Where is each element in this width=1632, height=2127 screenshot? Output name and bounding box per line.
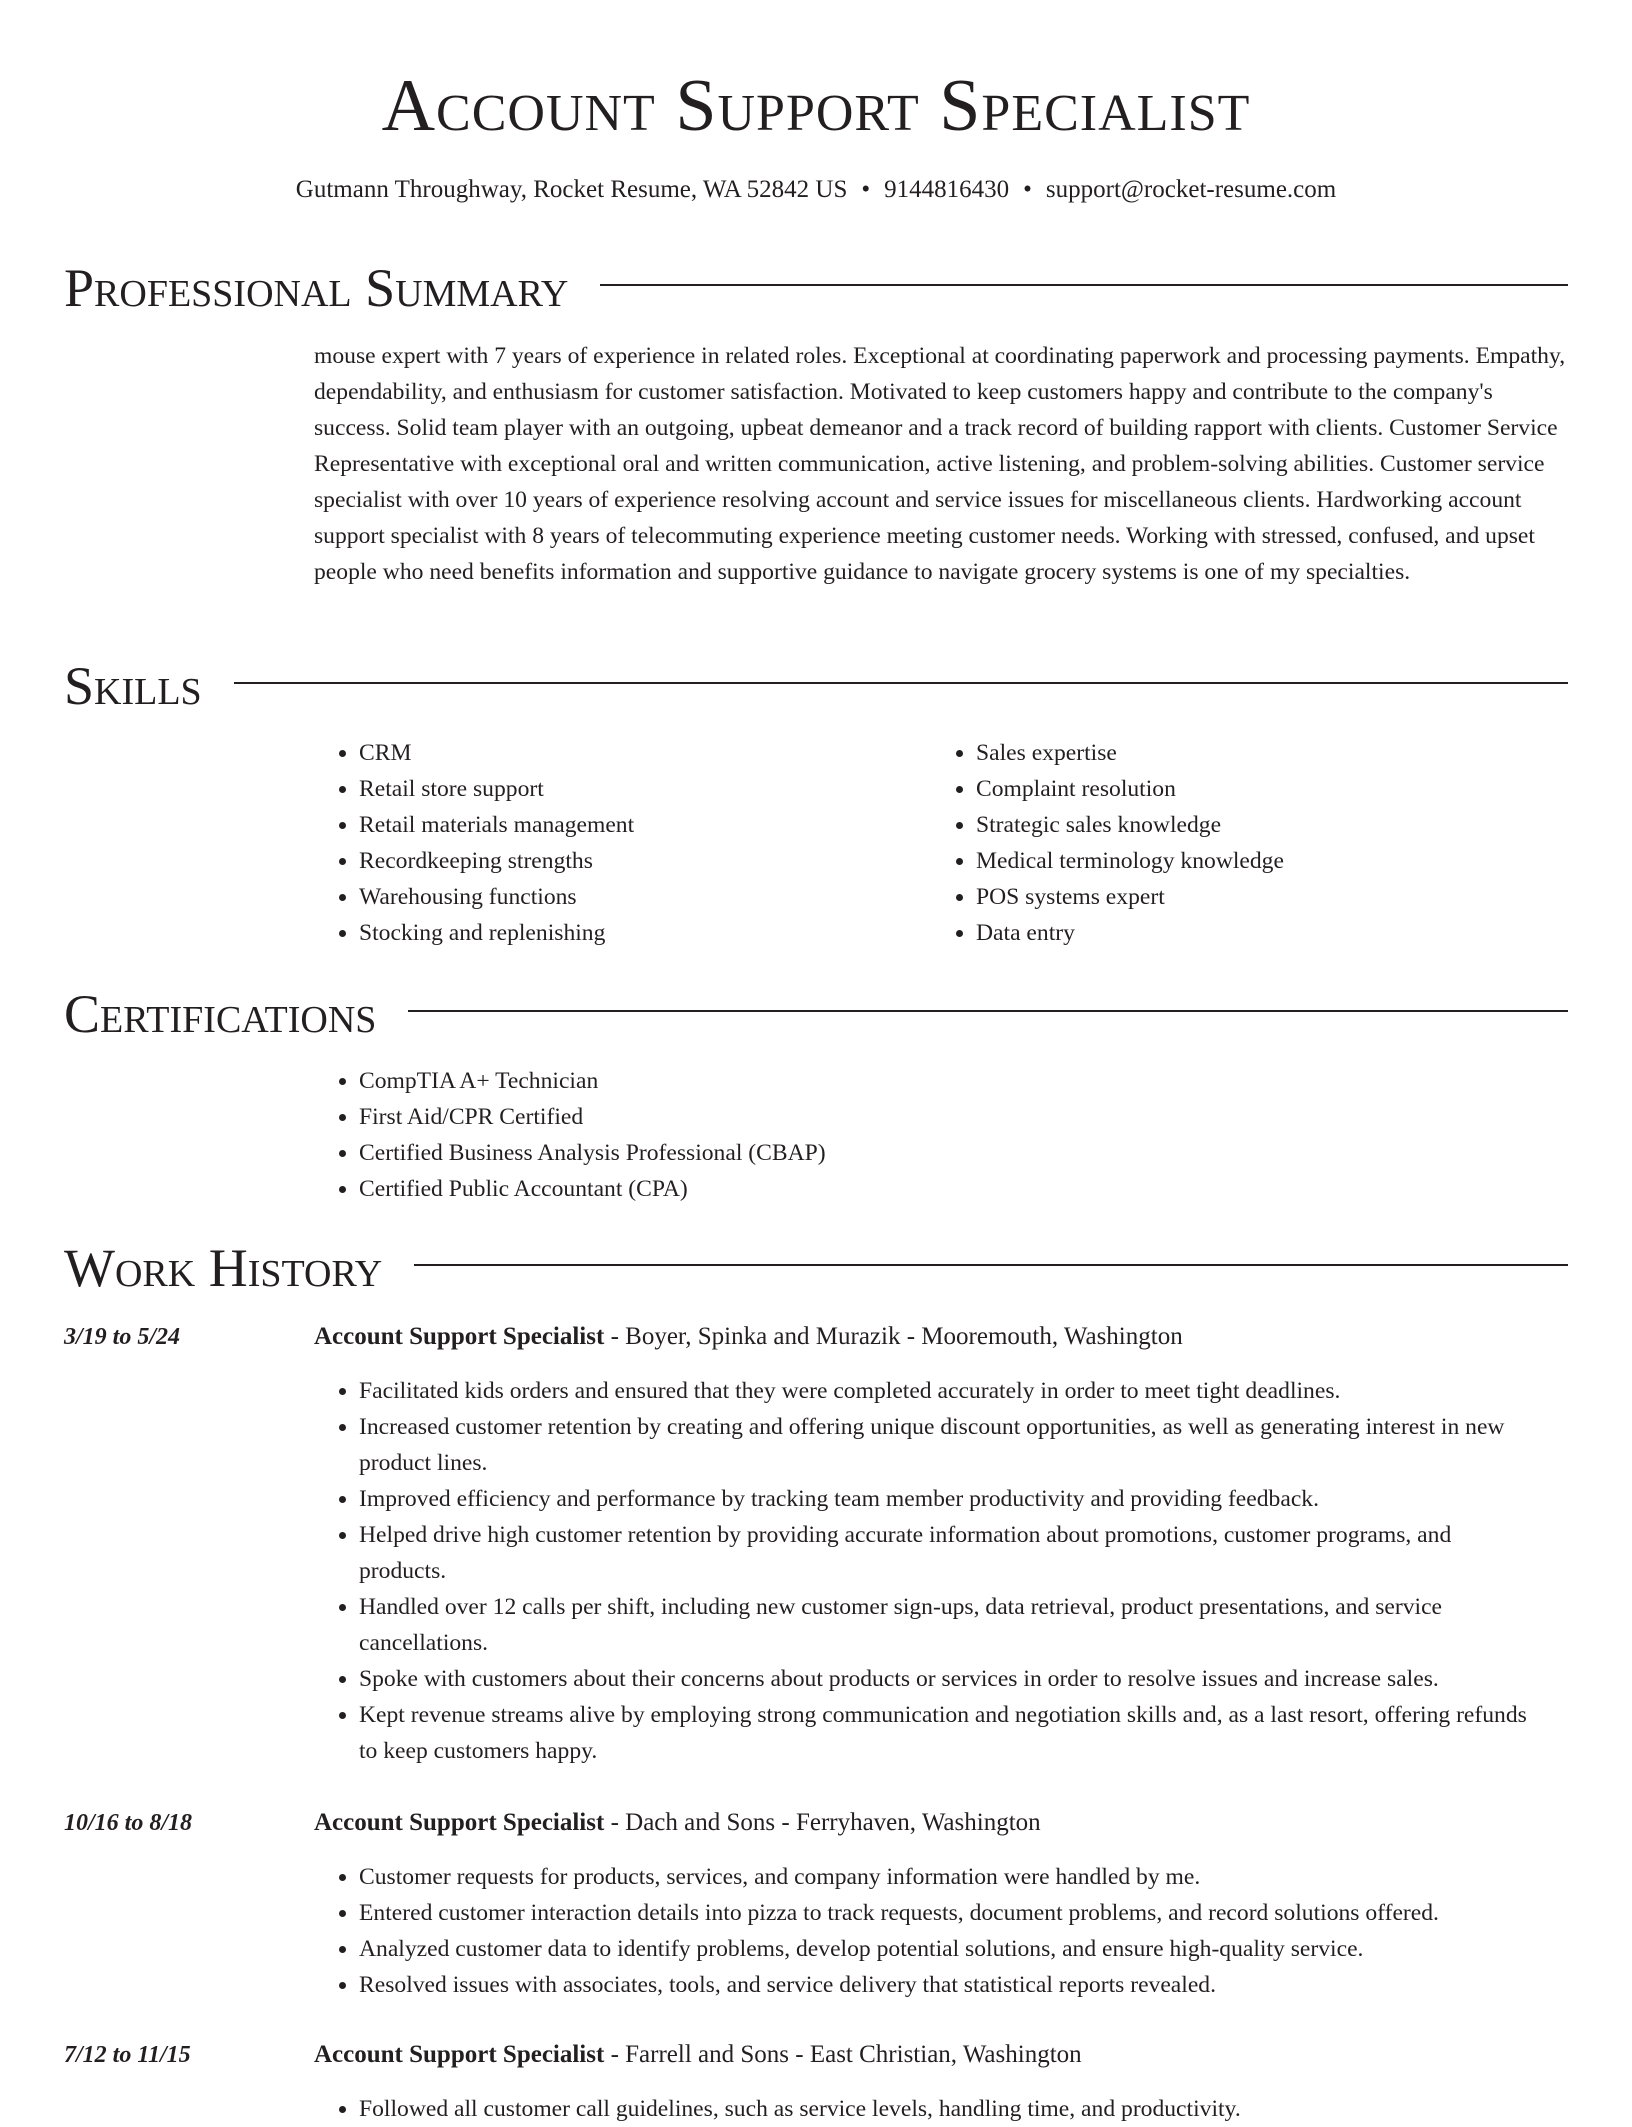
certification-item: • First Aid/CPR Certified bbox=[359, 1099, 1568, 1135]
certifications-list bbox=[314, 1063, 1568, 1207]
job-bullet: • Handled over 12 calls per shift, including new customer sign-ups, data retrieval, product presentations, and service cancellations. bbox=[359, 1589, 1544, 1661]
skill-item: • POS systems expert bbox=[976, 879, 1568, 915]
contact-phone: 9144816430 bbox=[884, 176, 1010, 203]
skill-item: • Retail materials management bbox=[359, 807, 914, 843]
job-company-location: - Boyer, Spinka and Murazik - Mooremouth, Washington bbox=[604, 1323, 1183, 1350]
skills-column-right bbox=[931, 735, 1568, 951]
skill-item: • Medical terminology knowledge bbox=[976, 843, 1568, 879]
contact-address: Gutmann Throughway, Rocket Resume, WA 52842 US bbox=[295, 176, 848, 203]
job-bullet: • Resolved issues with associates, tools, and service delivery that statistical reports revealed. bbox=[359, 1967, 1544, 2003]
section-header-skills bbox=[64, 654, 1568, 718]
skill-item: • Warehousing functions bbox=[359, 879, 914, 915]
skill-item: • Recordkeeping strengths bbox=[359, 843, 914, 879]
section-divider bbox=[408, 1010, 1568, 1012]
section-title-summary: Professional Summary bbox=[64, 258, 569, 318]
job-dates: 7/12 to 11/15 bbox=[64, 2042, 191, 2068]
job-bullet: • Entered customer interaction details into pizza to track requests, document problems, and record solutions offered. bbox=[359, 1895, 1544, 1931]
section-title-certifications: Certifications bbox=[64, 984, 377, 1044]
skills-column-left bbox=[314, 735, 914, 951]
job-bullet: • Facilitated kids orders and ensured that they were completed accurately in order to meet tight deadlines. bbox=[359, 1373, 1544, 1409]
job-company-location: - Farrell and Sons - East Christian, Washington bbox=[604, 2041, 1082, 2068]
skill-item: • CRM bbox=[359, 735, 914, 771]
skill-item: • Stocking and replenishing bbox=[359, 915, 914, 951]
section-divider bbox=[234, 682, 1568, 684]
skill-item: • Retail store support bbox=[359, 771, 914, 807]
contact-separator: • bbox=[861, 176, 871, 203]
job-dates: 3/19 to 5/24 bbox=[64, 1324, 181, 1350]
skill-item: • Sales expertise bbox=[976, 735, 1568, 771]
section-divider bbox=[414, 1264, 1568, 1266]
job-dates: 10/16 to 8/18 bbox=[64, 1810, 193, 1836]
job-bullets bbox=[314, 1373, 1568, 1769]
resume-title: Account Support Specialist bbox=[381, 65, 1251, 147]
section-title-work-history: Work History bbox=[64, 1238, 383, 1298]
job-title: Account Support Specialist bbox=[314, 2041, 605, 2068]
job-title-line bbox=[314, 1805, 1568, 1841]
job-title-line bbox=[314, 2037, 1568, 2073]
job-bullet: • Customer requests for products, services, and company information were handled by me. bbox=[359, 1859, 1544, 1895]
section-divider bbox=[600, 284, 1568, 286]
job-bullet: • Helped drive high customer retention by providing accurate information about promotions, customer programs, and products. bbox=[359, 1517, 1544, 1589]
job-bullet: • Analyzed customer data to identify problems, develop potential solutions, and ensure high-quality service. bbox=[359, 1931, 1544, 1967]
job-bullet: • Increased customer retention by creating and offering unique discount opportunities, as well as generating interest in new product lines. bbox=[359, 1409, 1544, 1481]
job-company-location: - Dach and Sons - Ferryhaven, Washington bbox=[604, 1809, 1041, 1836]
skill-item: • Data entry bbox=[976, 915, 1568, 951]
skill-item: • Complaint resolution bbox=[976, 771, 1568, 807]
section-header-work-history bbox=[64, 1236, 1568, 1300]
job-bullet: • Improved efficiency and performance by tracking team member productivity and providing feedback. bbox=[359, 1481, 1544, 1517]
contact-email: support@rocket-resume.com bbox=[1045, 176, 1337, 203]
certification-item: • Certified Public Accountant (CPA) bbox=[359, 1171, 1568, 1207]
job-bullet: • Followed all customer call guidelines, such as service levels, handling time, and productivity. bbox=[359, 2091, 1544, 2127]
job-title: Account Support Specialist bbox=[314, 1323, 605, 1350]
contact-line bbox=[0, 172, 1632, 208]
job-title: Account Support Specialist bbox=[314, 1809, 605, 1836]
job-bullet: • Kept revenue streams alive by employing strong communication and negotiation skills and, as a last resort, offering refunds to keep customers happy. bbox=[359, 1697, 1544, 1769]
certification-item: • Certified Business Analysis Professional (CBAP) bbox=[359, 1135, 1568, 1171]
section-header-summary bbox=[64, 256, 1568, 320]
job-bullets bbox=[314, 2091, 1568, 2127]
contact-separator: • bbox=[1023, 176, 1032, 203]
job-bullet: • Spoke with customers about their concerns about products or services in order to resolve issues and increase sales. bbox=[359, 1661, 1544, 1697]
section-title-skills: Skills bbox=[64, 656, 202, 716]
job-bullets bbox=[314, 1859, 1568, 2003]
job-title-line bbox=[314, 1319, 1568, 1355]
certification-item: • CompTIA A+ Technician bbox=[359, 1063, 1568, 1099]
skill-item: • Strategic sales knowledge bbox=[976, 807, 1568, 843]
section-header-certifications bbox=[64, 982, 1568, 1046]
summary-text: mouse expert with 7 years of experience in related roles. Exceptional at coordinating paperwork and processing payments. Empathy, dependability, and enthusiasm for customer satisfaction. Motivated to keep customers happy and contribute to the company's success. Solid team player with an outgoing, upbeat demeanor and a track record of building rapport with clients. Customer Service Representative with exceptional oral and written communication, active listening, and problem-solving abilities. Customer service specialist with over 10 years of experience resolving account and service issues for miscellaneous clients. Hardworking account support specialist with 8 years of telecommuting experience meeting customer needs. Working with stressed, confused, and upset people who need benefits information and supportive guidance to navigate grocery systems is one of my specialties. bbox=[314, 343, 1566, 585]
